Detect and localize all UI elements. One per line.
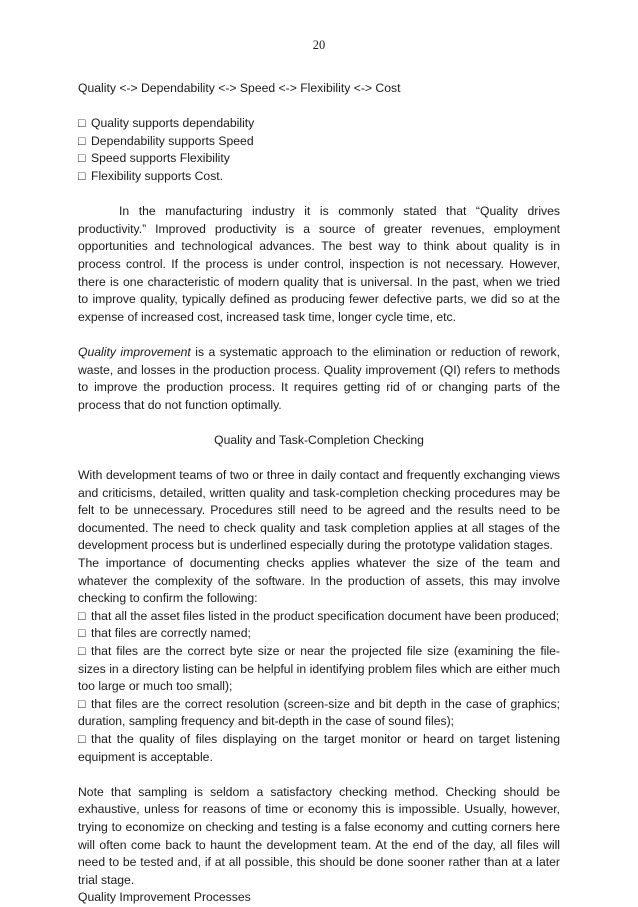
bullet-box-icon: □: [78, 168, 86, 183]
bullet-box-icon: □: [78, 608, 86, 623]
quality-improvement-paragraph: Quality improvement is a systematic approach to the elimination or reduction of rework, waste, and losses in the production process. Quality improvement (QI) refers to methods to improve the production process. It requires getting rid of or changing parts of the process that do not function optimally.: [78, 344, 560, 412]
support-item: □ Quality supports dependability: [78, 115, 560, 133]
bullet-box-icon: □: [78, 133, 86, 148]
checking-paragraph: With development teams of two or three in daily contact and frequently exchanging views and criticisms, detailed, written quality and task-completion checking procedures may be felt to be unnecessary. Procedures still need to be agreed and the results need to be documented. The need to check quality and task completion applies at all stages of the development process but is underlined especially during the prototype validation stages.: [78, 468, 560, 553]
bullet-box-icon: □: [78, 151, 86, 166]
bullet-box-icon: □: [78, 731, 86, 746]
productivity-paragraph: In the manufacturing industry it is commonly stated that “Quality drives productivity.” Improved productivity is a source of greater revenues, employment opportunities and technological advances. The best way to think about quality is in process control. If the process is under control, inspection is not necessary. However, there is one characteristic of modern quality that is universal. In the past, when we tried to improve quality, typically defined as producing fewer defective parts, we did so at the expense of increased cost, increased task time, longer cycle time, etc.: [78, 204, 560, 324]
support-item: □ Dependability supports Speed: [78, 133, 560, 151]
documenting-paragraph: The importance of documenting checks applies whatever the size of the team and whatever the complexity of the software. In the production of assets, this may involve checking to confirm the following:: [78, 556, 560, 606]
sampling-paragraph: Note that sampling is seldom a satisfactory checking method. Checking should be exhaustive, unless for reasons of time or economy this is impossible. Usually, however, trying to economize on checking and testing is a false economy and cutting corners here will often come back to haunt the development team. At the end of the day, all files will need to be tested and, if at all possible, this should be done sooner rather than at a later trial stage.: [78, 784, 560, 887]
bullet-box-icon: □: [78, 626, 86, 641]
page-body: [78, 80, 560, 907]
page-number: 20: [312, 38, 326, 52]
bullet-box-icon: □: [78, 644, 86, 658]
quality-chain: Quality <-> Dependability <-> Speed <-> Flexibility <-> Cost: [78, 81, 401, 95]
support-item: □ Speed supports Flexibility: [78, 150, 560, 168]
bullet-box-icon: □: [78, 116, 86, 131]
check-item: □ that files are the correct byte size or near the projected file size (examining the file-sizes in a directory listing can be helpful in identifying problem files which are either much too large or much too small);: [78, 644, 560, 694]
section-heading: Quality and Task-Completion Checking: [214, 432, 424, 447]
check-item: □ that the quality of files displaying on the target monitor or heard on target listening equipment is acceptable.: [78, 731, 560, 764]
closing-heading: Quality Improvement Processes: [78, 890, 251, 905]
bullet-box-icon: □: [78, 696, 86, 711]
quality-improvement-term: Quality improvement: [78, 344, 191, 359]
check-item: □ that files are the correct resolution (screen-size and bit depth in the case of graphics; duration, sampling frequency and bit-depth in the case of sound files);: [78, 696, 560, 729]
check-item: □ that all the asset files listed in the product specification document have been produced;: [78, 608, 560, 626]
support-item: □ Flexibility supports Cost.: [78, 168, 560, 186]
check-item: □ that files are correctly named;: [78, 625, 560, 643]
